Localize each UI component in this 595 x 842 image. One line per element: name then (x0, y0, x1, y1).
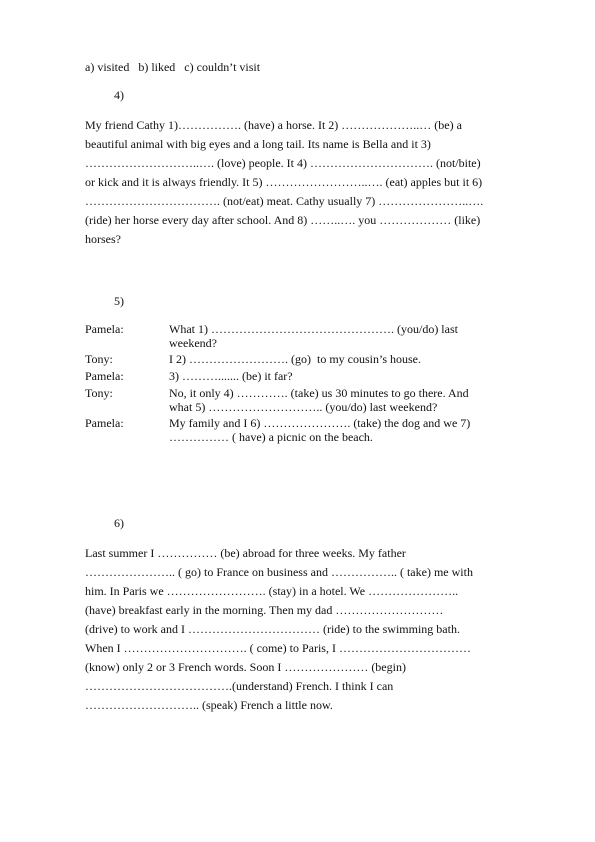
text-line: ……………………………. (not/eat) meat. Cathy usually 7) …………………..…. (85, 194, 484, 208)
dialog-text (169, 416, 545, 444)
exercise-4-text (85, 118, 545, 251)
text-line: ……………………………….(understand) French. I think I can (85, 679, 394, 693)
text-line: (drive) to work and I …………………………… (ride) to the swimming bath. (85, 622, 460, 636)
text-line: ……………………….. (speak) French a little now. (85, 698, 333, 712)
dialog-line: What 1) ………………………………………. (you/do) last (169, 322, 458, 336)
dialog-text (169, 386, 545, 414)
dialog-text (169, 369, 545, 384)
exercise-5-dialog (85, 322, 545, 446)
answer-options: a) visited b) liked c) couldn’t visit (85, 60, 261, 74)
dialog-line: 3) ………....... (be) it far? (169, 369, 293, 383)
text-line: My friend Cathy 1)……………. (have) a horse. It 2) ………………..… (be) a (85, 118, 462, 132)
dialog-line: weekend? (169, 336, 217, 350)
text-line: him. In Paris we ……………………. (stay) in a hotel. We ………………….. (85, 584, 459, 598)
dialog-text (169, 352, 545, 367)
speaker-name: Pamela: (85, 416, 124, 430)
text-line: (know) only 2 or 3 French words. Soon I ………………… (begin) (85, 660, 406, 674)
text-line: or kick and it is always friendly. It 5) ……………………..…. (eat) apples but it 6) (85, 175, 483, 189)
dialog-row (85, 369, 545, 384)
text-line: horses? (85, 232, 121, 246)
text-line: When I …………………………. ( come) to Paris, I …………………………… (85, 641, 471, 655)
text-line: (have) breakfast early in the morning. Then my dad ……………………… (85, 603, 444, 617)
dialog-line: what 5) ……………………….. (you/do) last weekend? (169, 400, 438, 414)
text-line: beautiful animal with big eyes and a long tail. Its name is Bella and it 3) (85, 137, 431, 151)
speaker-name: Tony: (85, 386, 113, 400)
exercise-5-number: 5) (114, 294, 124, 308)
dialog-line: I 2) ……………………. (go) to my cousin’s house. (169, 352, 421, 366)
exercise-4-number: 4) (114, 88, 124, 102)
speaker-name: Tony: (85, 352, 113, 366)
speaker-name: Pamela: (85, 369, 124, 383)
text-line: ………………….. ( go) to France on business and …………….. ( take) me with (85, 565, 473, 579)
dialog-line: My family and I 6) …………………. (take) the dog and we 7) (169, 416, 471, 430)
text-line: ………………………..…. (love) people. It 4) …………………………. (not/bite) (85, 156, 481, 170)
exercise-6-number: 6) (114, 516, 124, 530)
dialog-row (85, 322, 545, 350)
dialog-text (169, 322, 545, 350)
dialog-row (85, 386, 545, 414)
speaker-name: Pamela: (85, 322, 124, 336)
dialog-row (85, 416, 545, 444)
dialog-row (85, 352, 545, 367)
text-line: Last summer I …………… (be) abroad for three weeks. My father (85, 546, 406, 560)
exercise-6-text (85, 546, 545, 717)
text-line: (ride) her horse every day after school. And 8) ……..…. you ……………… (like) (85, 213, 481, 227)
dialog-line: No, it only 4) …………. (take) us 30 minutes to go there. And (169, 386, 469, 400)
dialog-line: …………… ( have) a picnic on the beach. (169, 430, 373, 444)
